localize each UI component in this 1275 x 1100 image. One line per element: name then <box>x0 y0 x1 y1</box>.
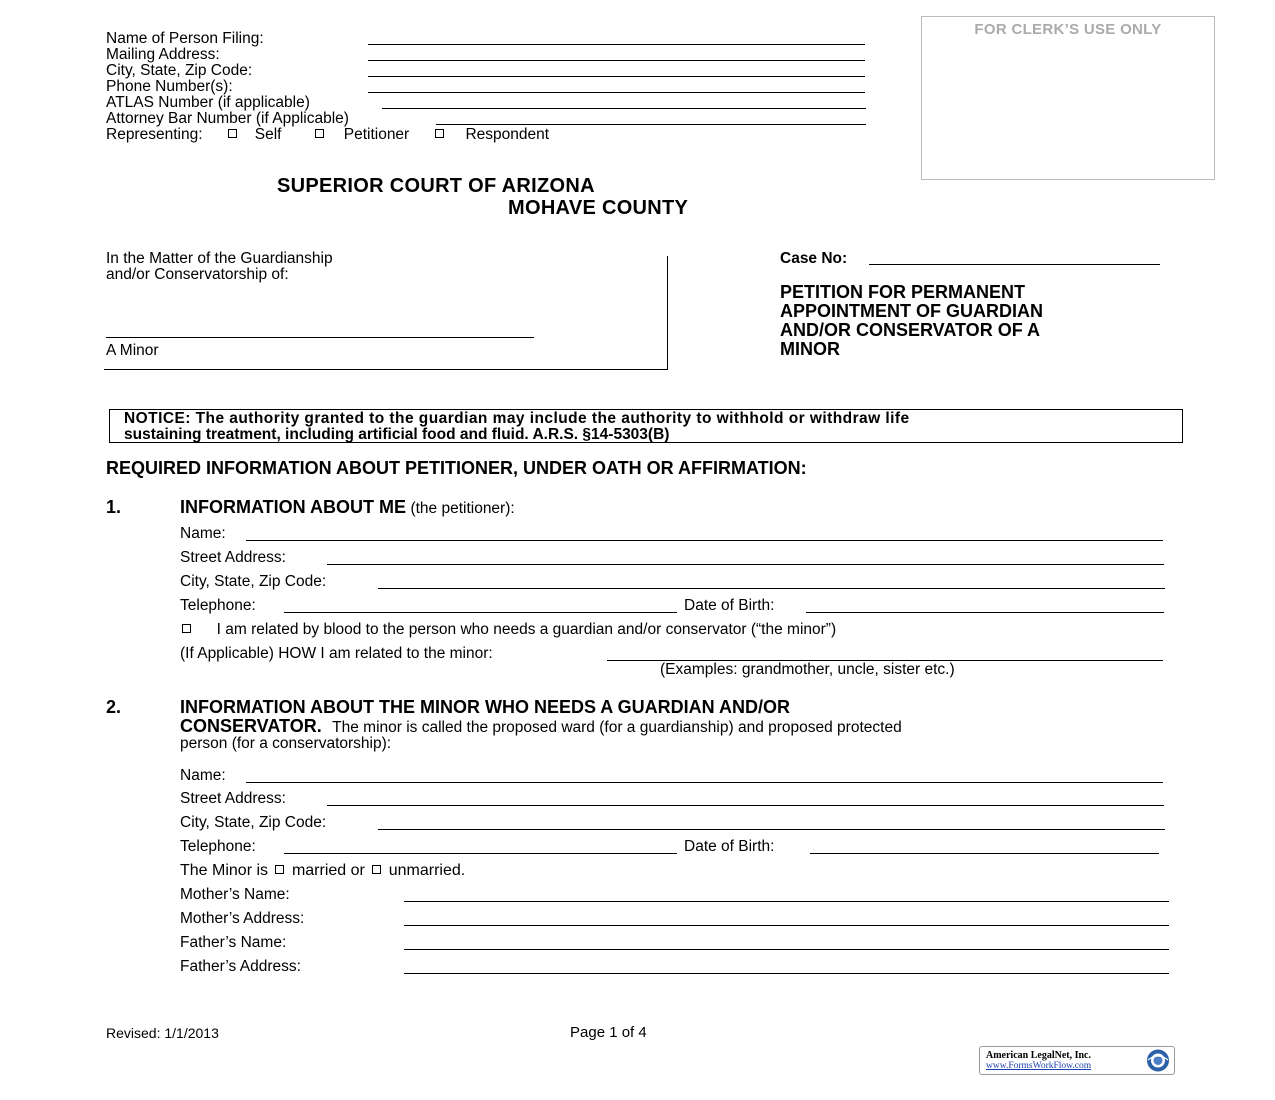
petitioner-name-field[interactable] <box>246 540 1163 541</box>
respondent-checkbox[interactable] <box>435 129 444 138</box>
unmarried-checkbox[interactable] <box>372 865 381 874</box>
father-name-field[interactable] <box>404 949 1169 950</box>
page-number: Page 1 of 4 <box>570 1024 647 1041</box>
marital-status-row <box>180 862 465 880</box>
minor-street-field[interactable] <box>327 805 1164 806</box>
mailing-address-label: Mailing Address: <box>106 46 220 63</box>
representing-row <box>106 126 549 144</box>
mailing-address-field[interactable] <box>368 60 865 61</box>
case-no-label: Case No: <box>780 250 848 267</box>
self-label: Self <box>254 126 282 143</box>
petitioner-dob-label: Date of Birth: <box>684 597 775 614</box>
case-no-field[interactable] <box>869 264 1160 265</box>
county-name: MOHAVE COUNTY <box>508 197 689 219</box>
related-row <box>180 621 836 639</box>
minor-telephone-label: Telephone: <box>180 838 256 855</box>
father-address-label: Father’s Address: <box>180 958 301 975</box>
how-related-examples: (Examples: grandmother, uncle, sister etc.) <box>660 661 955 678</box>
section-1-number: 1. <box>106 497 122 517</box>
unmarried-label: unmarried. <box>388 862 466 879</box>
petition-title <box>780 283 1043 359</box>
notice-box <box>109 409 1183 443</box>
married-label: married or <box>291 862 365 879</box>
court-name: SUPERIOR COURT OF ARIZONA <box>277 175 595 197</box>
city-state-zip-field[interactable] <box>368 76 865 77</box>
petitioner-street-label: Street Address: <box>180 549 286 566</box>
section-2-desc-line-1: The minor is called the proposed ward (for a guardianship) and proposed protected <box>332 719 902 736</box>
minor-dob-field[interactable] <box>810 853 1159 854</box>
section-1-title: INFORMATION ABOUT ME <box>180 497 406 517</box>
related-checkbox[interactable] <box>182 624 191 633</box>
representing-label: Representing: <box>106 126 203 143</box>
married-checkbox[interactable] <box>275 865 284 874</box>
logo-company-name: American LegalNet, Inc. <box>986 1050 1091 1061</box>
section-2-title-conservator: CONSERVATOR. <box>180 716 322 736</box>
section-2-title-line-1: INFORMATION ABOUT THE MINOR WHO NEEDS A GUARDIAN AND/OR <box>180 697 790 717</box>
section-2-title-line-2 <box>180 716 902 737</box>
father-name-label: Father’s Name: <box>180 934 287 951</box>
mother-address-label: Mother’s Address: <box>180 910 305 927</box>
atlas-label: ATLAS Number (if applicable) <box>106 94 310 111</box>
matter-line-2: and/or Conservatorship of: <box>106 266 289 283</box>
petitioner-name-label: Name: <box>180 525 226 542</box>
petitioner-checkbox[interactable] <box>315 129 324 138</box>
logo-url[interactable]: www.FormsWorkFlow.com <box>986 1061 1092 1071</box>
clerk-use-label: FOR CLERK’S USE ONLY <box>974 21 1162 38</box>
globe-icon <box>1145 1048 1171 1073</box>
bar-number-field[interactable] <box>436 124 866 125</box>
petitioner-city-field[interactable] <box>378 588 1165 589</box>
minor-city-label: City, State, Zip Code: <box>180 814 327 831</box>
required-info-heading: REQUIRED INFORMATION ABOUT PETITIONER, UNDER OATH OR AFFIRMATION: <box>106 458 807 478</box>
minor-name-input[interactable] <box>246 782 1163 783</box>
a-minor-label: A Minor <box>106 342 159 359</box>
revised-date: Revised: 1/1/2013 <box>106 1025 219 1041</box>
mother-address-field[interactable] <box>404 925 1169 926</box>
phone-field[interactable] <box>368 92 865 93</box>
phone-label: Phone Number(s): <box>106 78 233 95</box>
petition-title-line: APPOINTMENT OF GUARDIAN <box>780 301 1043 321</box>
petitioner-telephone-label: Telephone: <box>180 597 256 614</box>
city-state-zip-label: City, State, Zip Code: <box>106 62 253 79</box>
mother-name-field[interactable] <box>404 901 1169 902</box>
minor-street-label: Street Address: <box>180 790 286 807</box>
minor-is-label: The Minor is <box>180 862 269 879</box>
father-address-field[interactable] <box>404 973 1169 974</box>
section-1-heading <box>180 497 515 518</box>
filer-name-label: Name of Person Filing: <box>106 30 264 47</box>
bar-number-label: Attorney Bar Number (if Applicable) <box>106 110 349 127</box>
minor-telephone-field[interactable] <box>284 853 677 854</box>
notice-line-1: NOTICE: The authority granted to the guardian may include the authority to withhold or withdraw life <box>124 410 910 427</box>
petitioner-label: Petitioner <box>343 126 410 143</box>
petition-title-line: AND/OR CONSERVATOR OF A <box>780 320 1041 340</box>
minor-dob-label: Date of Birth: <box>684 838 775 855</box>
minor-city-field[interactable] <box>378 829 1165 830</box>
related-label: I am related by blood to the person who needs a guardian and/or conservator (“the minor”) <box>216 621 837 638</box>
minor-name-field[interactable] <box>106 337 534 338</box>
petitioner-dob-field[interactable] <box>806 612 1164 613</box>
notice-line-2: sustaining treatment, including artificial food and fluid. A.R.S. §14-5303(B) <box>124 426 670 443</box>
petitioner-telephone-field[interactable] <box>284 612 677 613</box>
petitioner-street-field[interactable] <box>327 564 1164 565</box>
how-related-label: (If Applicable) HOW I am related to the minor: <box>180 645 493 662</box>
mother-name-label: Mother’s Name: <box>180 886 290 903</box>
caption-divider <box>667 256 668 370</box>
self-checkbox[interactable] <box>228 129 237 138</box>
minor-name-label: Name: <box>180 767 226 784</box>
petitioner-city-label: City, State, Zip Code: <box>180 573 327 590</box>
respondent-label: Respondent <box>465 126 550 143</box>
petition-title-line: MINOR <box>780 339 840 359</box>
caption-bottom-rule <box>104 369 668 370</box>
matter-line-1: In the Matter of the Guardianship <box>106 250 333 267</box>
petition-title-line: PETITION FOR PERMANENT <box>780 282 1026 302</box>
legalnet-logo <box>979 1046 1175 1075</box>
section-2-desc-line-2: person (for a conservatorship): <box>180 735 392 752</box>
filer-name-field[interactable] <box>368 44 865 45</box>
section-2-number: 2. <box>106 697 122 717</box>
atlas-field[interactable] <box>382 108 866 109</box>
clerk-use-box <box>921 16 1215 180</box>
section-1-subtitle: (the petitioner): <box>410 500 515 517</box>
